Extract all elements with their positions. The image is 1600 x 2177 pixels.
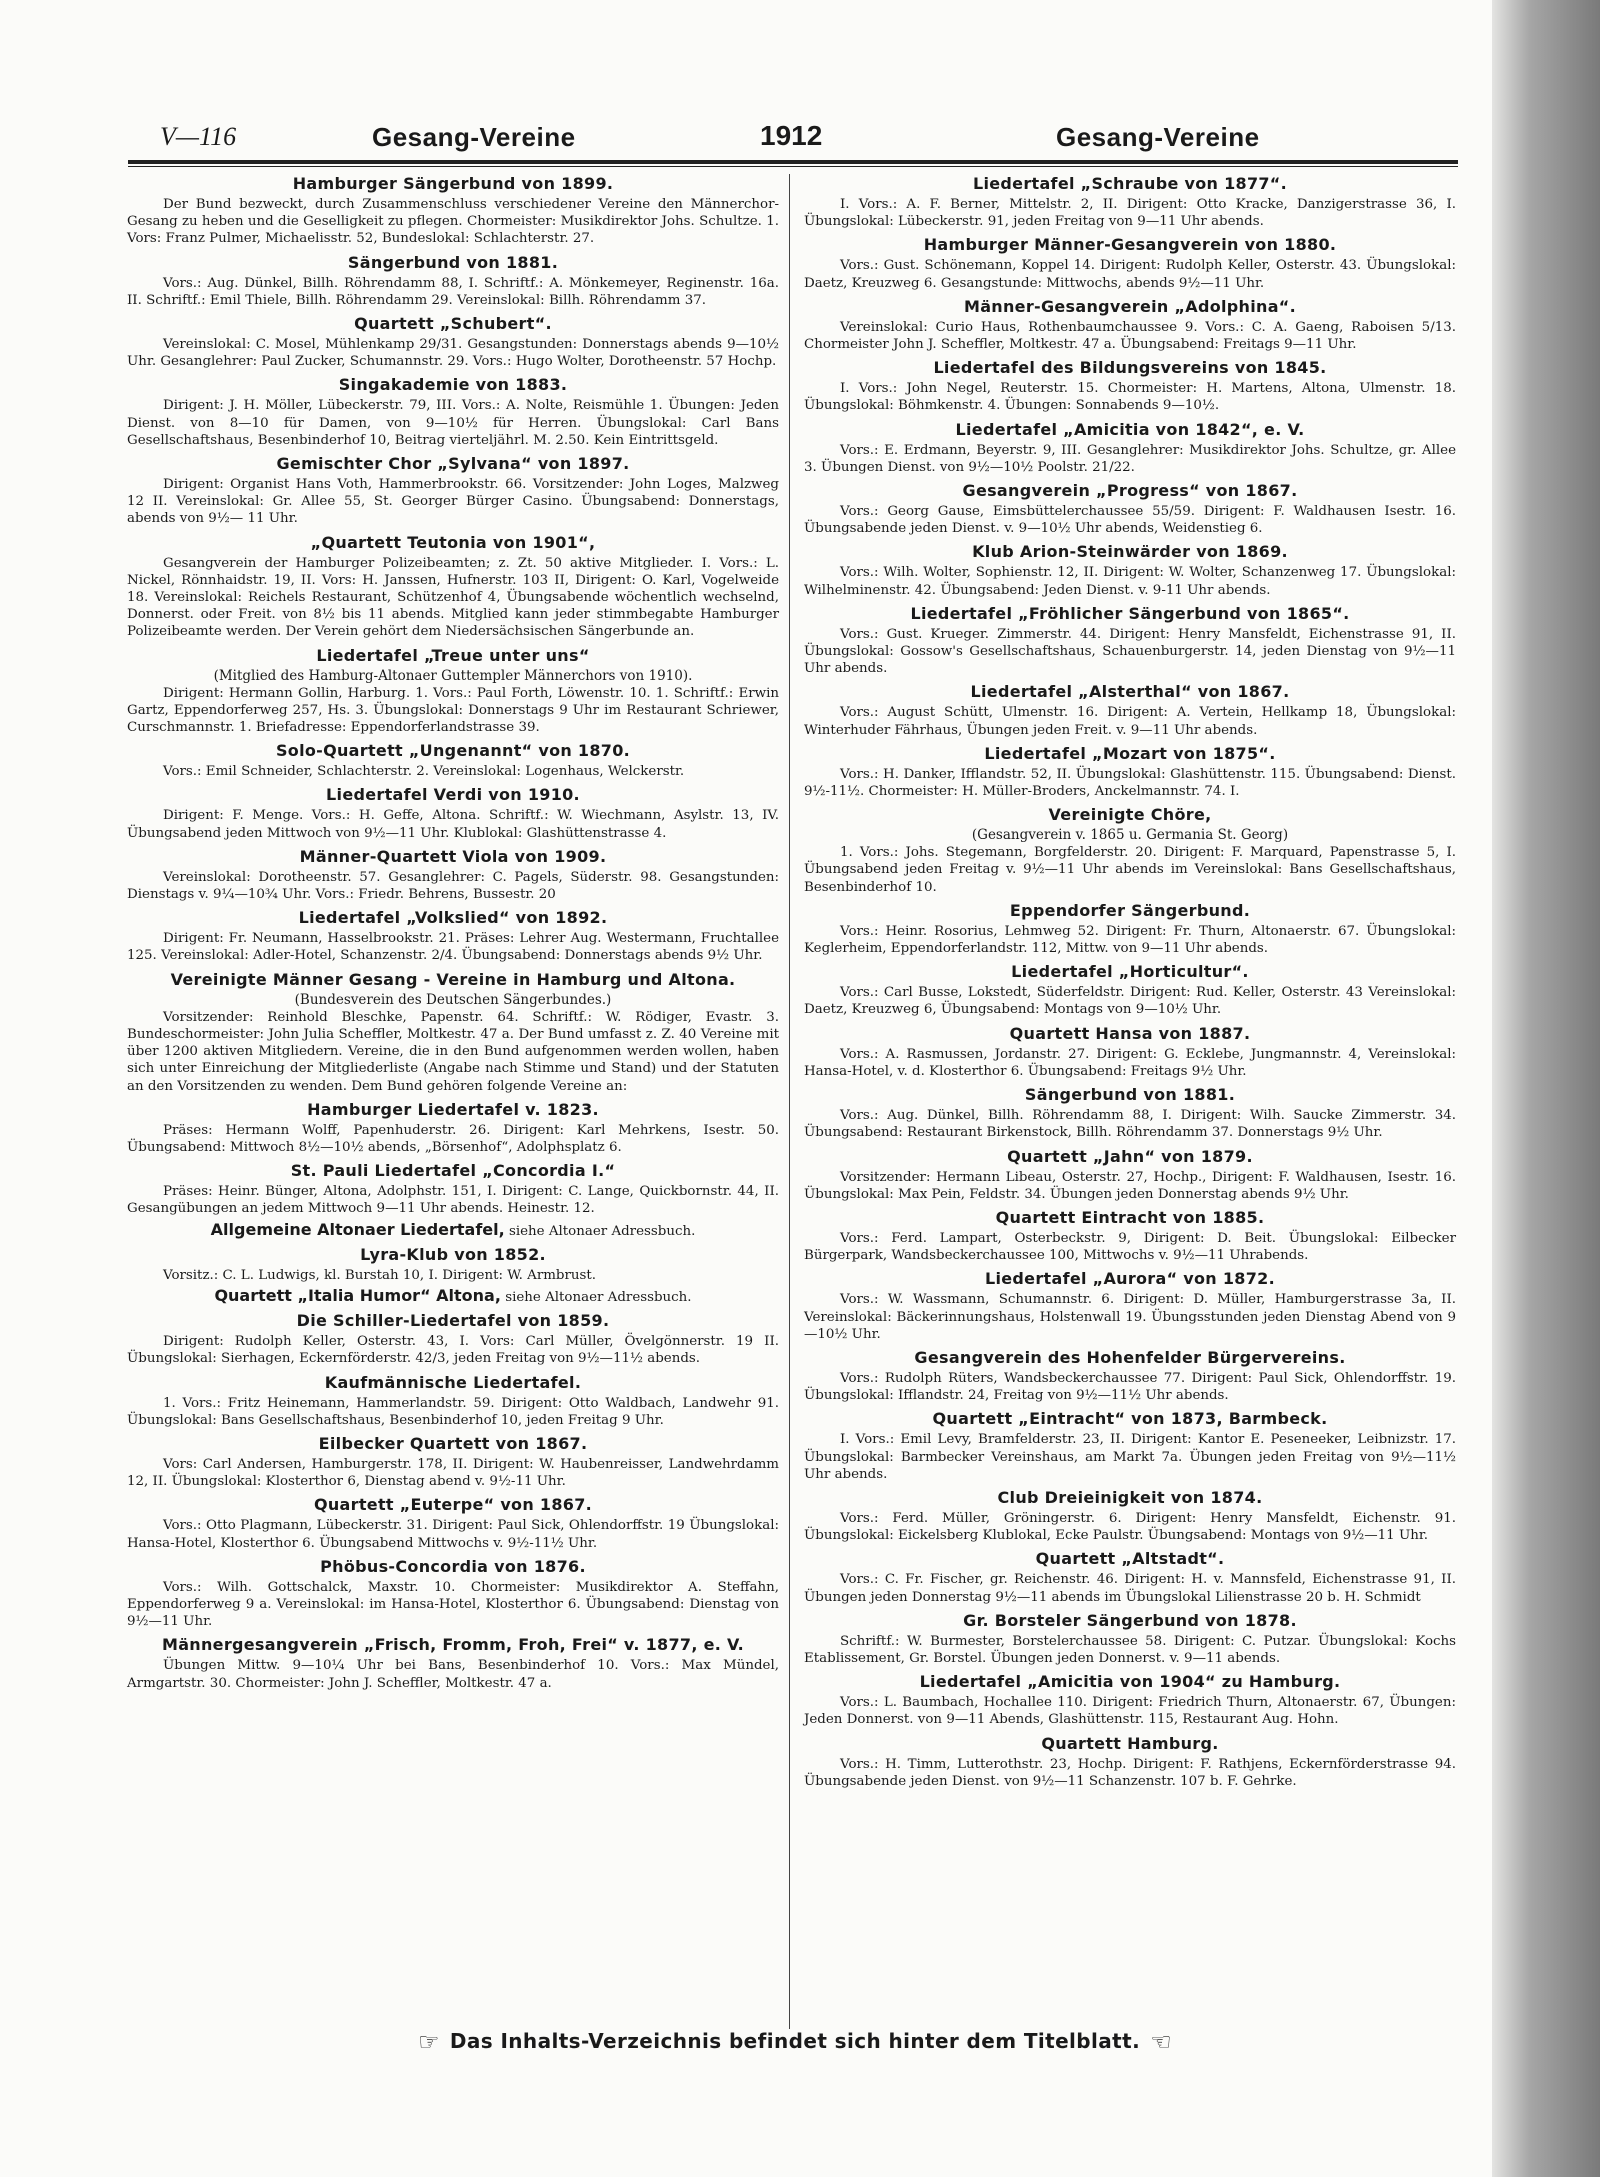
entry-body: Vorsitzender: Reinhold Bleschke, Papenstr. 64. Schriftf.: W. Rödiger, Evastr. 3. Bundeschormeister: John Julia Scheffler, Moltkestr. 47 a. Der Bund umfasst z. Z. 40 Vereine mit über 1200 aktiven Mitgliedern. Vereine, die in den Bund aufgenommen werden wollen, haben sich unter Einreichung der Mitgliederliste (Angabe nach Stimme und Stand) und der Statuten an den Vorsitzenden zu wenden. Dem Bund gehören folgende Vereine an: [127,1009,779,1094]
entry-body: Dirigent: Rudolph Keller, Osterstr. 43, I. Vors: Carl Müller, Övelgönnerstr. 19 II. Übungslokal: Sierhagen, Eckernförderstr. 42/3, jeden Freitag von 9½—11½ abends. [127,1334,779,1367]
society-entry [804,1267,1456,1343]
society-entry [804,418,1456,476]
entry-body: I. Vors.: John Negel, Reuterstr. 15. Chormeister: H. Martens, Altona, Ulmenstr. 18. Übungslokal: Böhmkenstr. 4. Übungen: Sonnabends 9—10½. [804,381,1456,414]
entry-title: Sängerbund von 1881. [347,252,559,272]
society-entry [804,1670,1456,1728]
society-entry [127,1371,779,1429]
entry-title: Quartett Eintracht von 1885. [995,1207,1265,1227]
entry-body: Präses: Heinr. Bünger, Altona, Adolphstr. 151, I. Dirigent: C. Lange, Quickbornstr. 44, II. Gesangübungen an jedem Mittwoch 9—11 Uhr abends. Heinestr. 12. [127,1184,779,1217]
society-entry [804,1206,1456,1264]
column-divider [789,174,790,2029]
society-entry [804,803,1456,896]
society-entry [804,479,1456,537]
entry-title: Liedertafel „Treue unter uns“ [316,645,590,665]
entry-body: Vors.: L. Baumbach, Hochallee 110. Dirigent: Friedrich Thurn, Altonaerstr. 67, Übungen: Jeden Donnerst. von 9—11 Abends, Glashüttenstr. 115, Restaurant Aug. Hohn. [804,1695,1456,1728]
entry-subtitle: (Mitglied des Hamburg-Altonaer Guttempler Männerchors von 1910). [213,667,693,684]
entry-title: Quartett „Italia Humor“ Altona, [214,1285,501,1305]
society-entry [127,1221,779,1240]
society-entry [804,540,1456,598]
society-entry [804,1083,1456,1141]
entry-body: Vors.: C. Fr. Fischer, gr. Reichenstr. 46. Dirigent: H. v. Mannsfeld, Eichenstrasse 91, II. Übungen jeden Donnerstag 9½—11 abends im Übungslokal Lilienstrasse 20 b. H. Schmidt [804,1572,1456,1605]
entry-title: Liedertafel „Mozart von 1875“. [984,743,1276,763]
entry-subtitle: (Bundesverein des Deutschen Sängerbundes.) [294,991,612,1008]
entry-body: Vors.: A. Rasmussen, Jordanstr. 27. Dirigent: G. Ecklebe, Jungmannstr. 4, Vereinslokal: Hansa-Hotel, v. d. Klosterthor 6. Übungsabend: Freitags 9½ Uhr. [804,1046,1456,1079]
entry-body: Vorsitz.: C. L. Ludwigs, kl. Burstah 10, I. Dirigent: W. Armbrust. [163,1267,597,1283]
society-entry [804,1022,1456,1080]
right-column [804,172,1456,1793]
entry-body: Der Bund bezweckt, durch Zusammenschluss verschiedener Vereine den Männerchor-Gesang zu heben und die Geselligkeit zu pflegen. Chormeister: Musikdirektor Johs. Schultze. 1. Vors: Franz Pulmer, Michaelisstr. 52, Bundeslokal: Schlachterstr. 27. [127,197,779,247]
entry-title: Hamburger Sängerbund von 1899. [292,174,614,193]
entry-title: Allgemeine Altonaer Liedertafel, [210,1219,505,1239]
entry-body: Vereinslokal: Curio Haus, Rothenbaumchaussee 9. Vors.: C. A. Gaeng, Raboisen 5/13. Chormeister John J. Scheffler, Moltkestr. 47 a. Übungsabend: Freitags 9—11 Uhr. [804,319,1456,353]
entry-body: Vors.: Georg Gause, Eimsbüttelerchaussee 55/59. Dirigent: F. Waldhausen Isestr. 16. Übungsabende jeden Dienst. v. 9—10½ Uhr abends, Weidenstieg 6. [804,504,1456,537]
entry-title: Sängerbund von 1881. [1024,1085,1236,1105]
entry-body: Vorsitzender: Hermann Libeau, Osterstr. 27, Hochp., Dirigent: F. Waldhausen, Isestr. 16. Übungslokal: Max Pein, Feldstr. 34. Übungen jeden Donnerstag abends 9½ Uhr. [804,1169,1456,1202]
entry-title: Männergesangverein „Frisch, Fromm, Froh, Frei“ v. 1877, e. V. [161,1635,744,1655]
entry-title: Liedertafel des Bildungsvereins von 1845. [933,358,1327,378]
left-column [127,172,779,1695]
entry-reference: siehe Altonaer Adressbuch. [508,1223,696,1239]
entry-title: Hamburger Männer-Gesangverein von 1880. [923,235,1337,255]
society-entry [127,1309,779,1367]
society-entry [127,1493,779,1551]
entry-body: Vors.: Emil Schneider, Schlachterstr. 2. Vereinslokal: Logenhaus, Welckerstr. [163,764,685,780]
page-header [160,118,1420,160]
entry-title: Gesangverein „Progress“ von 1867. [962,481,1298,501]
entry-body: Vors.: Carl Busse, Lokstedt, Süderfeldstr. Dirigent: Rud. Keller, Osterstr. 43 Vereinslokal: Daetz, Kreuzweg 6, Übungsabend: Montags von 9—10½ Uhr. [804,985,1456,1018]
entry-body: 1. Vors.: Fritz Heinemann, Hammerlandstr. 59. Dirigent: Otto Waldbach, Landwehr 91. Übungslokal: Bans Gesellschaftshaus, Besenbinderhof 10, jeden Freitag 9 Uhr. [127,1395,779,1428]
society-entry [127,1432,779,1490]
society-entry [127,452,779,528]
footer-text: Das Inhalts-Verzeichnis befindet sich hinter dem Titelblatt. [449,2029,1141,2053]
entry-body: Vors.: Gust. Krueger. Zimmerstr. 44. Dirigent: Henry Mansfeldt, Eichenstrasse 91, II. Übungslokal: Gossow's Gesellschaftshaus, Schauenburgerstr. 14, jeden Dienstag von 9½—11 Uhr abends. [804,626,1456,677]
entry-body: Vors.: W. Wassmann, Schumannstr. 6. Dirigent: D. Müller, Hamburgerstrasse 3a, II. Vereinslokal: Bäckerinnungshaus, Holstenwall 19. Übungsstunden jeden Dienstag Abend von 9—10½ Uhr. [804,1292,1456,1342]
society-entry [127,251,779,309]
entry-title: Liedertafel „Amicitia von 1842“, e. V. [955,419,1305,439]
society-entry [127,845,779,903]
entry-title: Klub Arion-Steinwärder von 1869. [972,542,1288,562]
society-entry [804,1732,1456,1790]
entry-body: Dirigent: F. Menge. Vors.: H. Geffe, Altona. Schriftf.: W. Wiechmann, Asylstr. 13, IV. Übungsabend jeden Mittwoch von 9½—11 Uhr. Klublokal: Glashüttenstrasse 4. [127,808,779,841]
society-entry [804,172,1456,230]
page-number: V—116 [160,122,237,151]
entry-body: Vors: Carl Andersen, Hamburgerstr. 178, II. Dirigent: W. Haubenreisser, Landwehrdamm 12, II. Übungslokal: Klosterthor 6, Dienstag abend v. 9½-11 Uhr. [127,1456,779,1490]
entry-body: Vors.: Otto Plagmann, Lübeckerstr. 31. Dirigent: Paul Sick, Ohlendorffstr. 19 Übungslokal: Hansa-Hotel, Klosterthor 6. Übungsabend Mittwochs v. 9½-11½ Uhr. [127,1518,779,1551]
entry-title: Eppendorfer Sängerbund. [1009,900,1251,920]
entry-title: Phöbus-Concordia von 1876. [320,1556,586,1576]
society-entry [804,899,1456,957]
entry-body: Gesangverein der Hamburger Polizeibeamten; z. Zt. 50 aktive Mitglieder. I. Vors.: L. Nickel, Rönnhaidstr. 19, II. Vors: H. Janssen, Hufnerstr. 103 II, Dirigent: O. Karl, Vogelweide 18. Vereinslokal: Reichels Restaurant, Schützenhof 4, Übungsabende wöchentlich wechselnd, Donnerst. oder Freit. von 8½ bis 11 abends. Mitglied kann jeder stimmbegabte Hamburger Polizeibeamte werden. Der Verein gehört dem Niedersächsischen Sängerbunde an. [127,555,779,640]
entry-title: Quartett „Altstadt“. [1035,1549,1225,1569]
entry-title: Quartett Hamburg. [1041,1733,1219,1753]
entry-body: Vors.: Ferd. Lampart, Osterbeckstr. 9, Dirigent: D. Beit. Übungslokal: Eilbecker Bürgerpark, Wandsbeckerchaussee 100, Mittwochs v. 9½—11 Uhrabends. [804,1230,1456,1264]
entry-title: Solo-Quartett „Ungenannt“ von 1870. [275,741,631,761]
entry-title: Hamburger Liedertafel v. 1823. [307,1099,599,1119]
entry-body: Vors.: E. Erdmann, Beyerstr. 9, III. Gesanglehrer: Musikdirektor Johs. Schultze, gr. Allee 3. Übungen Dienst. von 9½—10½ Poolstr. 21/22. [804,442,1456,475]
entry-body: Vereinslokal: Dorotheenstr. 57. Gesanglehrer: C. Pagels, Süderstr. 98. Gesangstunden: Dienstags v. 9¼—10¾ Uhr. Vors.: Friedr. Behrens, Bussestr. 20 [127,869,779,903]
entry-title: Kaufmännische Liedertafel. [324,1372,582,1392]
society-entry [127,1243,779,1284]
entry-title: Quartett „Euterpe“ von 1867. [313,1495,593,1515]
society-entry [127,1159,779,1217]
entry-title: Männer-Quartett Viola von 1909. [299,846,607,866]
society-entry [804,1486,1456,1544]
page-edge-shadow [1492,0,1600,2177]
entry-body: Vors.: Wilh. Wolter, Sophienstr. 12, II. Dirigent: W. Wolter, Schanzenweg 17. Übungslokal: Wilhelminenstr. 42. Übungsabend: Jeden Dienst. v. 9-11 Uhr abends. [804,565,1456,598]
society-entry [127,644,779,737]
entry-body: Dirigent: J. H. Möller, Lübeckerstr. 79, III. Vors.: A. Nolte, Reismühle 1. Übungen: Jeden Dienst. von 8—10 für Damen, von 9—10½ für Herren. Übungslokal: Carl Bans Gesellschaftshaus, Besenbinderhof 10, Beitrag vierteljährl. M. 2.50. Kein Eintrittsgeld. [127,398,779,448]
society-entry [127,1555,779,1631]
pointing-hand-right-icon: ☞ [417,2028,440,2056]
society-entry [127,1098,779,1156]
entry-title: Liedertafel „Alsterthal“ von 1867. [970,682,1290,702]
society-entry [127,783,779,841]
entry-title: Die Schiller-Liedertafel von 1859. [296,1311,610,1331]
header-right-title: Gesang-Vereine [1056,122,1260,152]
entry-title: Liedertafel „Volkslied“ von 1892. [298,908,608,928]
entry-body: I. Vors.: A. F. Berner, Mittelstr. 2, II. Dirigent: Otto Kracke, Danzigerstrasse 36, I. Übungslokal: Lübeckerstr. 91, jeden Freitag von 9—11 Uhr abends. [804,197,1456,230]
society-entry [804,602,1456,678]
society-entry [804,1346,1456,1404]
entry-line [127,1221,779,1240]
society-entry [127,1633,779,1691]
entry-title: Quartett Hansa von 1887. [1009,1023,1251,1043]
society-entry [804,1609,1456,1667]
society-entry [804,356,1456,414]
entry-title: Liedertafel „Aurora“ von 1872. [985,1269,1275,1289]
entry-body: Vereinslokal: C. Mosel, Mühlenkamp 29/31. Gesangstunden: Donnerstags abends 9—10½ Uhr. Gesanglehrer: Paul Zucker, Schumannstr. 29. Vors.: Hugo Wolter, Dorotheenstr. 57 Hochp. [127,337,779,370]
entry-title: Quartett „Eintracht“ von 1873, Barmbeck. [932,1409,1328,1429]
entry-title: Liedertafel Verdi von 1910. [326,785,580,805]
entry-title: Quartett „Jahn“ von 1879. [1007,1146,1253,1166]
society-entry [804,295,1456,353]
society-entry [127,373,779,449]
header-rule-thick [128,160,1458,164]
entry-body: Dirigent: Fr. Neumann, Hasselbrookstr. 21. Präses: Lehrer Aug. Westermann, Fruchtallee 125. Vereinslokal: Adler-Hotel, Schanzenstr. 2/4. Übungsabend: Donnerstags abends 9½ Uhr. [127,931,779,964]
society-entry [804,742,1456,800]
pointing-hand-left-icon: ☜ [1150,2028,1173,2056]
entry-title: Quartett „Schubert“. [354,314,552,334]
entry-title: Gesangverein des Hohenfelder Bürgervereins. [914,1347,1346,1367]
entry-body: Vors.: Wilh. Gottschalck, Maxstr. 10. Chormeister: Musikdirektor A. Steffahn, Eppendorferweg 9 a. Vereinslokal: im Hansa-Hotel, Klosterthor 6. Übungsabend: Dienstag von 9½—11 Uhr. [127,1579,779,1630]
society-entry [127,968,779,1095]
entry-title: Liedertafel „Horticultur“. [1011,962,1249,982]
entry-body: 1. Vors.: Johs. Stegemann, Borgfelderstr. 20. Dirigent: F. Marquard, Papenstrasse 5, I. Übungsabend jeden Freitag v. 9½—11 Uhr abends im Vereinslokal: Bans Gesellschaftshaus, Besenbinderhof 10. [804,845,1456,895]
entry-reference: siehe Altonaer Adressbuch. [505,1289,692,1305]
society-entry [127,312,779,370]
entry-subtitle: (Gesangverein v. 1865 u. Germania St. Georg) [971,827,1289,844]
society-entry [804,233,1456,291]
entry-title: Liedertafel „Schraube von 1877“. [972,174,1287,193]
entry-body: Übungen Mittw. 9—10¼ Uhr bei Bans, Besenbinderhof 10. Vors.: Max Mündel, Armgartstr. 30. Chormeister: John J. Scheffler, Moltkestr. 47 a. [127,1658,779,1691]
entry-title: „Quartett Teutonia von 1901“, [310,532,596,552]
entry-body: I. Vors.: Emil Levy, Bramfelderstr. 23, II. Dirigent: Kantor E. Peseneeker, Leibnizstr. 17. Übungslokal: Barmbecker Vereinshaus, am Markt 7a. Übungen jeden Freitag von 9½—11½ Uhr abends. [804,1432,1456,1482]
footer-note [355,2028,1235,2058]
entry-title: Vereinigte Männer Gesang - Vereine in Hamburg und Altona. [170,969,736,989]
society-entry [804,960,1456,1018]
entry-body: Vors.: Gust. Schönemann, Koppel 14. Dirigent: Rudolph Keller, Osterstr. 43. Übungslokal: Daetz, Kreuzweg 6. Gesangstunde: Mittwochs, abends 9½—11 Uhr. [804,258,1456,291]
header-year: 1912 [760,120,823,151]
entry-line [127,1287,779,1306]
entry-title: St. Pauli Liedertafel „Concordia I.“ [290,1161,616,1181]
entry-title: Vereinigte Chöre, [1048,805,1212,825]
society-entry [804,1547,1456,1605]
society-entry [127,906,779,964]
entry-body: Vors.: H. Timm, Lutterothstr. 23, Hochp. Dirigent: F. Rathjens, Eckernförderstrasse 94. Übungsabende jeden Dienst. von 9½—11 Schanzenstr. 107 b. F. Gehrke. [804,1756,1456,1789]
entry-body: Präses: Hermann Wolff, Papenhuderstr. 26. Dirigent: Karl Mehrkens, Isestr. 50. Übungsabend: Mittwoch 8½—10½ abends, „Börsenhof“, Adolphsplatz 6. [127,1122,779,1155]
society-entry [127,172,779,248]
entry-body: Vors.: August Schütt, Ulmenstr. 16. Dirigent: A. Vertein, Hellkamp 18, Übungslokal: Winterhuder Fährhaus, Übungen jeden Freit. v. 9—11 Uhr abends. [804,705,1456,738]
entry-title: Gemischter Chor „Sylvana“ von 1897. [276,454,630,474]
entry-body: Dirigent: Organist Hans Voth, Hammerbrookstr. 66. Vorsitzender: John Loges, Malzweg 12 II. Vereinslokal: Gr. Allee 55, St. Georger Bürger Casino. Übungsabend: Donnerstags, abends von 9½— 11 Uhr. [127,477,779,527]
society-entry [804,1145,1456,1203]
entry-title: Eilbecker Quartett von 1867. [318,1433,588,1453]
entry-title: Liedertafel „Amicitia von 1904“ zu Hamburg. [919,1672,1341,1692]
header-left-title: Gesang-Vereine [372,122,576,152]
society-entry [127,531,779,641]
society-entry [127,1287,779,1306]
entry-body: Vors.: Rudolph Rüters, Wandsbeckerchaussee 77. Dirigent: Paul Sick, Ohlendorffstr. 19. Übungslokal: Ifflandstr. 24, Freitag von 9½—11½ Uhr abends. [804,1370,1456,1404]
entry-body: Vors.: Heinr. Rosorius, Lehmweg 52. Dirigent: Fr. Thurn, Altonaerstr. 67. Übungslokal: Keglerheim, Eppendorferlandstr. 112, Mittw. von 9—11 Uhr abends. [804,923,1456,957]
entry-body: Vors.: H. Danker, Ifflandstr. 52, II. Übungslokal: Glashüttenstr. 115. Übungsabend: Dienst. 9½-11½. Chormeister: H. Müller-Broders, Anckelmannstr. 74. I. [804,766,1456,800]
society-entry [804,680,1456,738]
entry-title: Club Dreieinigkeit von 1874. [997,1487,1263,1507]
entry-title: Männer-Gesangverein „Adolphina“. [963,296,1297,316]
society-entry [804,1407,1456,1483]
header-rule-thin [128,166,1458,167]
entry-title: Liedertafel „Fröhlicher Sängerbund von 1865“. [910,603,1350,623]
entry-body: Vors.: Aug. Dünkel, Billh. Röhrendamm 88, I. Dirigent: Wilh. Saucke Zimmerstr. 34. Übungsabend: Restaurant Birkenstock, Billh. Röhrendamm 37. Donnerstags 9½ Uhr. [804,1108,1456,1141]
entry-body: Schriftf.: W. Burmester, Borstelerchaussee 58. Dirigent: C. Putzar. Übungslokal: Kochs Etablissement, Gr. Borstel. Übungen jeden Donnerst. v. 9—11 abends. [804,1633,1456,1666]
entry-title: Singakademie von 1883. [338,375,568,395]
entry-body: Vors.: Aug. Dünkel, Billh. Röhrendamm 88, I. Schriftf.: A. Mönkemeyer, Reginenstr. 16a. II. Schriftf.: Emil Thiele, Billh. Röhrendamm 29. Vereinslokal: Billh. Röhrendamm 37. [127,275,779,308]
entry-body: Dirigent: Hermann Gollin, Harburg. 1. Vors.: Paul Forth, Löwenstr. 10. 1. Schriftf.: Erwin Gartz, Eppendorferweg 257, Hs. 3. Übungslokal: Donnerstags 9 Uhr im Restaurant Schriewer, Curschmannstr. 1. Briefadresse: Eppendorferlandstrasse 39. [127,685,779,736]
entry-title: Lyra-Klub von 1852. [360,1244,546,1264]
entry-title: Gr. Borsteler Sängerbund von 1878. [963,1610,1297,1630]
society-entry [127,739,779,780]
entry-body: Vors.: Ferd. Müller, Gröningerstr. 6. Dirigent: Henry Mansfeldt, Eichenstr. 91. Übungslokal: Eickelsberg Klublokal, Ecke Paulstr. Übungsabend: Montags von 9½—11 Uhr. [804,1510,1456,1544]
